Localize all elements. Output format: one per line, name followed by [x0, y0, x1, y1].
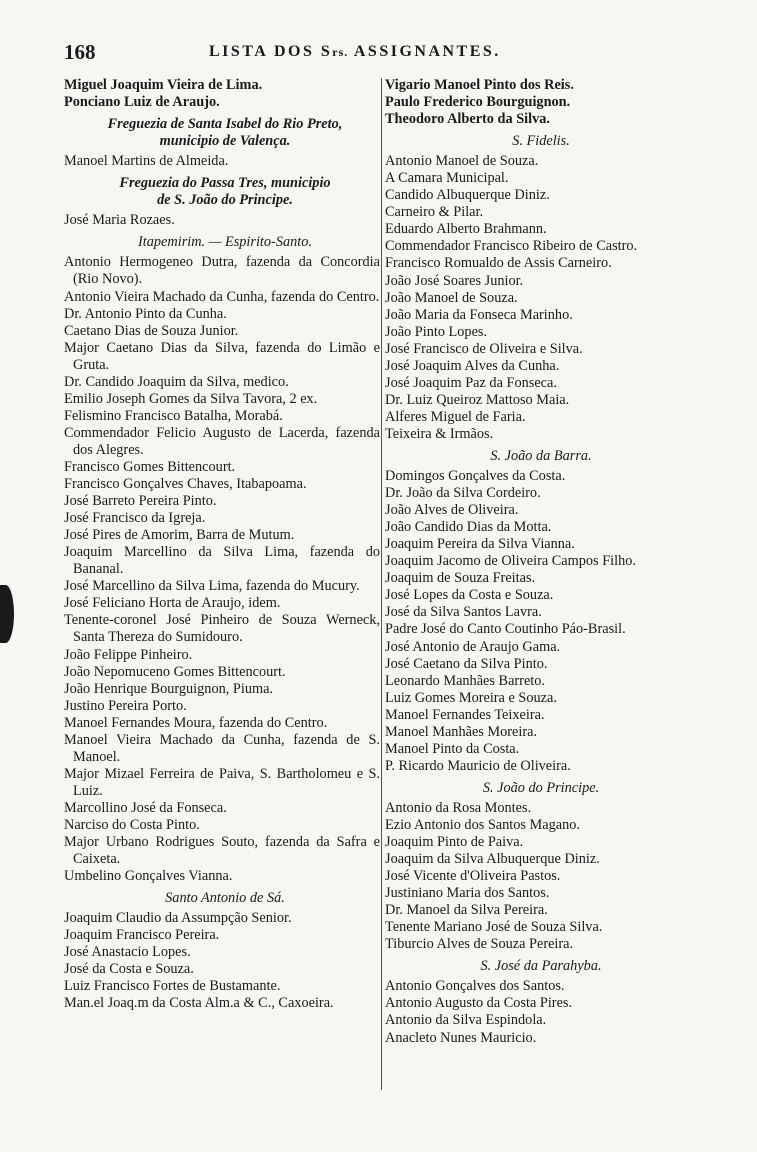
subscriber-entry: Vigario Manoel Pinto dos Reis. [385, 77, 574, 93]
section-heading-line: S. João do Principe. [482, 779, 600, 796]
subscriber-entry: Joaquim da Silva Albuquerque Diniz. [385, 851, 600, 868]
subscriber-entry: Manoel Fernandes Teixeira. [385, 706, 545, 723]
subscriber-entry: Tenente-coronel José Pinheiro de Souza Werneck, Santa Thereza do Sumidouro. [64, 612, 380, 646]
subscriber-entry: Francisco Gomes Bittencourt. [64, 458, 236, 475]
subscriber-entry: Joaquim Pinto de Paiva. [385, 834, 524, 851]
right-column [385, 77, 697, 1047]
subscriber-entry: Joaquim Jacomo de Oliveira Campos Filho. [385, 553, 636, 570]
subscriber-entry: José Antonio de Araujo Gama. [385, 638, 561, 655]
section-heading-line: municipio de Valença. [159, 133, 291, 150]
subscriber-entry: Joaquim Claudio da Assumpção Senior. [64, 910, 292, 927]
page-header [64, 40, 664, 70]
subscriber-entry: Justino Pereira Porto. [64, 697, 187, 714]
subscriber-entry: João Pinto Lopes. [385, 323, 488, 340]
section-heading-line: S. Fidelis. [512, 133, 570, 150]
subscriber-entry: Antonio Hermogeneo Dutra, fazenda da Concordia (Rio Novo). [64, 254, 380, 288]
subscriber-entry: Man.el Joaq.m da Costa Alm.a & C., Caxoeira. [64, 995, 334, 1012]
subscriber-entry: Carneiro & Pilar. [385, 204, 484, 221]
subscriber-entry: José Lopes da Costa e Souza. [385, 587, 554, 604]
subscriber-entry: Luiz Francisco Fortes de Bustamante. [64, 978, 281, 995]
subscriber-entry: Marcollino José da Fonseca. [64, 799, 227, 816]
subscriber-entry: Manoel Vieira Machado da Cunha, fazenda de S. Manoel. [64, 731, 380, 765]
subscriber-entry: Antonio Manoel de Souza. [385, 153, 539, 170]
running-title [209, 43, 501, 61]
subscriber-entry: João Candido Dias da Motta. [385, 519, 552, 536]
subscriber-entry: José Vicente d'Oliveira Pastos. [385, 868, 561, 885]
subscriber-entry: Caetano Dias de Souza Junior. [64, 322, 239, 339]
section-heading-line: Santo Antonio de Sá. [165, 890, 285, 907]
subscriber-entry: Commendador Felicio Augusto de Lacerda, fazenda dos Alegres. [64, 424, 380, 458]
column-divider [381, 78, 382, 1090]
subscriber-entry: José Barreto Pereira Pinto. [64, 493, 217, 510]
section-heading [64, 116, 380, 150]
subscriber-entry: Justiniano Maria dos Santos. [385, 885, 550, 902]
subscriber-entry: Theodoro Alberto da Silva. [385, 111, 550, 128]
subscriber-entry: Luiz Gomes Moreira e Souza. [385, 689, 557, 706]
subscriber-entry: Joaquim Pereira da Silva Vianna. [385, 536, 575, 553]
subscriber-entry: Antonio Augusto da Costa Pires. [385, 995, 573, 1012]
subscriber-entry: Manoel Fernandes Moura, fazenda do Centro. [64, 714, 328, 731]
section-heading-line: S. João da Barra. [490, 447, 592, 464]
subscriber-entry: Manoel Manhães Moreira. [385, 723, 538, 740]
subscriber-entry: Antonio Gonçalves dos Santos. [385, 978, 565, 995]
page-number: 168 [64, 40, 96, 64]
running-title-abbrev: rs. [332, 45, 349, 59]
section-heading-line: S. José da Parahyba. [480, 958, 602, 975]
subscriber-entry: Anacleto Nunes Mauricio. [385, 1029, 537, 1046]
subscriber-entry: José Joaquim Paz da Fonseca. [385, 374, 557, 391]
subscriber-entry: Dr. Candido Joaquim da Silva, medico. [64, 373, 289, 390]
section-heading [64, 890, 380, 907]
subscriber-entry: José Joaquim Alves da Cunha. [385, 357, 560, 374]
subscriber-entry: Major Urbano Rodrigues Souto, fazenda da Safra e Caixeta. [64, 834, 380, 868]
subscriber-entry: Paulo Frederico Bourguignon. [385, 94, 571, 111]
subscriber-entry: José Pires de Amorim, Barra de Mutum. [64, 527, 295, 544]
subscriber-entry: João Nepomuceno Gomes Bittencourt. [64, 663, 286, 680]
subscriber-entry: Dr. Antonio Pinto da Cunha. [64, 305, 227, 322]
subscriber-entry: P. Ricardo Mauricio de Oliveira. [385, 757, 571, 774]
subscriber-entry: José da Silva Santos Lavra. [385, 604, 542, 621]
subscriber-entry: Felismino Francisco Batalha, Morabá. [64, 407, 283, 424]
subscriber-entry: João José Soares Junior. [385, 272, 524, 289]
subscriber-entry: Ezio Antonio dos Santos Magano. [385, 816, 580, 833]
section-heading [385, 780, 697, 797]
subscriber-entry: José da Costa e Souza. [64, 961, 194, 978]
subscriber-entry: Tenente Mariano José de Souza Silva. [385, 919, 603, 936]
subscriber-entry: Eduardo Alberto Brahmann. [385, 221, 547, 238]
subscriber-entry: Francisco Gonçalves Chaves, Itabapoama. [64, 476, 307, 493]
subscriber-entry: João Felippe Pinheiro. [64, 646, 193, 663]
subscriber-entry: Major Caetano Dias da Silva, fazenda do Limão e Gruta. [64, 339, 380, 373]
section-heading-line: de S. João do Principe. [157, 192, 293, 209]
margin-ink-blot [0, 585, 14, 643]
subscriber-entry: João Henrique Bourguignon, Piuma. [64, 680, 274, 697]
subscriber-entry: Domingos Gonçalves da Costa. [385, 468, 566, 485]
subscriber-entry: Francisco Romualdo de Assis Carneiro. [385, 255, 612, 272]
subscriber-entry: Joaquim de Souza Freitas. [385, 570, 536, 587]
subscriber-entry: Antonio Vieira Machado da Cunha, fazenda do Centro. [64, 288, 380, 305]
section-heading [385, 133, 697, 150]
section-heading-line: Freguezia do Passa Tres, municipio [119, 175, 331, 192]
subscriber-entry: Dr. Luiz Queiroz Mattoso Maia. [385, 391, 570, 408]
subscriber-entry: Commendador Francisco Ribeiro de Castro. [385, 238, 638, 255]
subscriber-entry: Narciso do Costa Pinto. [64, 816, 200, 833]
running-title-main: LISTA DOS S [209, 43, 333, 60]
subscriber-entry: Joaquim Marcellino da Silva Lima, fazenda do Bananal. [64, 544, 380, 578]
running-title-end: ASSIGNANTES. [348, 43, 501, 60]
subscriber-entry: Leonardo Manhães Barreto. [385, 672, 545, 689]
section-heading-line: Itapemirim. — Espirito-Santo. [138, 234, 312, 251]
subscriber-entry: Dr. Manoel da Silva Pereira. [385, 902, 548, 919]
subscriber-entry: José Francisco de Oliveira e Silva. [385, 340, 583, 357]
subscriber-entry: Dr. João da Silva Cordeiro. [385, 485, 541, 502]
left-column [64, 77, 380, 1012]
subscriber-entry: Padre José do Canto Coutinho Páo-Brasil. [385, 621, 626, 638]
subscriber-entry: Candido Albuquerque Diniz. [385, 187, 550, 204]
section-heading [64, 175, 380, 209]
subscriber-entry: A Camara Municipal. [385, 170, 509, 187]
section-heading [64, 234, 380, 251]
subscriber-entry: José Francisco da Igreja. [64, 510, 206, 527]
subscriber-entry: João Manoel de Souza. [385, 289, 518, 306]
subscriber-entry: João Maria da Fonseca Marinho. [385, 306, 573, 323]
subscriber-entry: Alferes Miguel de Faria. [385, 408, 526, 425]
subscriber-entry: Antonio da Rosa Montes. [385, 799, 532, 816]
subscriber-entry: José Caetano da Silva Pinto. [385, 655, 548, 672]
subscriber-entry: Ponciano Luiz de Araujo. [64, 94, 220, 111]
subscriber-entry: Major Mizael Ferreira de Paiva, S. Bartholomeu e S. Luiz. [64, 765, 380, 799]
subscriber-entry: Umbelino Gonçalves Vianna. [64, 868, 233, 885]
subscriber-entry: José Anastacio Lopes. [64, 944, 191, 961]
subscriber-entry: Miguel Joaquim Vieira de Lima. [64, 77, 263, 93]
subscriber-entry: Joaquim Francisco Pereira. [64, 927, 220, 944]
section-heading-line: Freguezia de Santa Isabel do Rio Preto, [107, 116, 343, 133]
subscriber-entry: José Feliciano Horta de Araujo, idem. [64, 595, 281, 612]
subscriber-entry: Manoel Pinto da Costa. [385, 740, 520, 757]
subscriber-entry: Antonio da Silva Espindola. [385, 1012, 547, 1029]
subscriber-entry: Tiburcio Alves de Souza Pereira. [385, 936, 574, 953]
subscriber-entry: João Alves de Oliveira. [385, 502, 519, 519]
subscriber-entry: Emilio Joseph Gomes da Silva Tavora, 2 ex. [64, 390, 318, 407]
subscriber-entry: Teixeira & Irmãos. [385, 425, 494, 442]
section-heading [385, 448, 697, 465]
section-heading [385, 958, 697, 975]
subscriber-entry: Manoel Martins de Almeida. [64, 153, 229, 170]
subscriber-entry: José Maria Rozaes. [64, 212, 175, 229]
subscriber-entry: José Marcellino da Silva Lima, fazenda do Mucury. [64, 578, 360, 595]
